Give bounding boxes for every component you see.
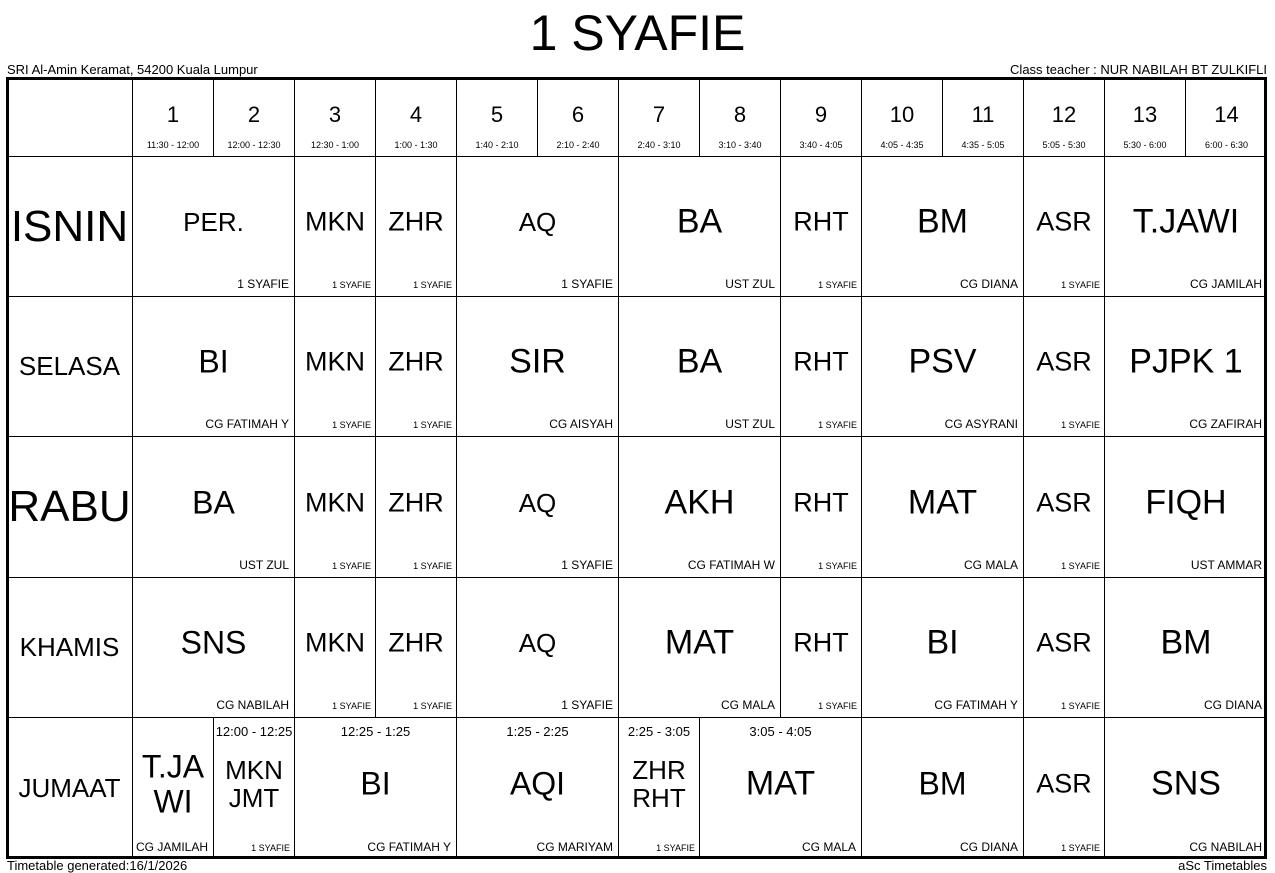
- lesson-subject: MKN: [305, 627, 365, 658]
- lesson-subject: ZHR: [388, 627, 444, 658]
- lesson-cell[interactable]: [375, 296, 456, 436]
- lesson-teacher: CG FATIMAH Y: [367, 840, 451, 854]
- lesson-subject: ASR: [1036, 346, 1092, 377]
- period-header: [699, 77, 780, 156]
- lesson-cell[interactable]: [213, 717, 294, 859]
- lesson-cell[interactable]: [861, 717, 1023, 859]
- day-label-isnin: ISNIN: [6, 156, 132, 296]
- lesson-cell[interactable]: [618, 436, 780, 577]
- lesson-cell[interactable]: [375, 156, 456, 296]
- period-header: [537, 77, 618, 156]
- lesson-subject: PJPK 1: [1129, 342, 1243, 381]
- lesson-teacher: 1 SYAFIE: [332, 561, 371, 571]
- lesson-subject: AQ: [518, 628, 557, 659]
- lesson-cell[interactable]: [1104, 436, 1267, 577]
- lesson-subject: ASR: [1036, 487, 1092, 518]
- lesson-cell[interactable]: [1104, 296, 1267, 436]
- lesson-subject: RHT: [793, 487, 849, 518]
- period-header: [780, 77, 861, 156]
- lesson-teacher: 1 SYAFIE: [1061, 280, 1100, 290]
- period-time: 12:00 - 12:30: [227, 140, 281, 150]
- lesson-subject: SNS: [180, 625, 247, 662]
- lesson-teacher: 1 SYAFIE: [1061, 561, 1100, 571]
- period-header: [1104, 77, 1185, 156]
- generated-date: Timetable generated:16/1/2026: [7, 858, 188, 873]
- period-number: 9: [814, 102, 828, 127]
- lesson-subject: AQI: [509, 765, 566, 802]
- period-header: [618, 77, 699, 156]
- lesson-teacher: UST ZUL: [239, 558, 289, 572]
- lesson-cell[interactable]: [132, 717, 213, 859]
- period-number: 3: [328, 102, 342, 127]
- day-label-jumaat: JUMAAT: [6, 717, 132, 859]
- lesson-teacher: CG FATIMAH W: [687, 558, 775, 572]
- lesson-subject: SNS: [1151, 764, 1221, 803]
- lesson-subject: SIR: [509, 342, 566, 381]
- lesson-cell[interactable]: [699, 717, 861, 859]
- period-time: 2:10 - 2:40: [556, 140, 600, 150]
- lesson-cell[interactable]: [1023, 156, 1104, 296]
- lesson-subject: BA: [192, 484, 235, 521]
- lesson-teacher: UST ZUL: [725, 417, 775, 431]
- period-time: 4:05 - 4:35: [880, 140, 924, 150]
- lesson-cell[interactable]: [1023, 296, 1104, 436]
- lesson-cell[interactable]: [132, 577, 294, 717]
- lesson-subject: BI: [926, 623, 959, 662]
- lesson-cell[interactable]: [780, 577, 861, 717]
- lesson-teacher: CG DIANA: [959, 840, 1018, 854]
- lesson-teacher: CG AISYAH: [549, 417, 613, 431]
- lesson-subject: MKN: [305, 206, 365, 237]
- lesson-time: 2:25 - 3:05: [627, 724, 691, 739]
- class-teacher: Class teacher : NUR NABILAH BT ZULKIFLI: [1010, 62, 1267, 77]
- lesson-subject: ZHR: [388, 206, 444, 237]
- lesson-subject: BM: [1160, 623, 1212, 662]
- period-header: [294, 77, 375, 156]
- lesson-cell[interactable]: [1104, 577, 1267, 717]
- lesson-subject: BM: [918, 765, 967, 802]
- lesson-teacher: 1 SYAFIE: [251, 843, 290, 853]
- lesson-cell[interactable]: [618, 156, 780, 296]
- day-label-khamis: KHAMIS: [6, 577, 132, 717]
- lesson-teacher: CG DIANA: [959, 277, 1018, 291]
- lesson-subject: ASR: [1036, 206, 1092, 237]
- period-number: 13: [1132, 102, 1158, 127]
- day-label-selasa: SELASA: [6, 296, 132, 436]
- lesson-teacher: UST AMMAR: [1190, 558, 1262, 572]
- lesson-teacher: 1 SYAFIE: [818, 561, 857, 571]
- lesson-subject: BM: [917, 202, 968, 241]
- lesson-subject: BA: [676, 202, 723, 241]
- lesson-cell[interactable]: [780, 296, 861, 436]
- corner-cell: [6, 77, 132, 156]
- lesson-cell[interactable]: [861, 296, 1023, 436]
- lesson-subject: ASR: [1036, 768, 1092, 799]
- lesson-cell[interactable]: [780, 156, 861, 296]
- period-number: 11: [971, 102, 995, 127]
- lesson-cell[interactable]: [132, 156, 294, 296]
- lesson-cell[interactable]: [294, 577, 375, 717]
- lesson-teacher: CG JAMILAH: [1189, 277, 1262, 291]
- lesson-subject: MAT: [664, 623, 735, 662]
- lesson-cell[interactable]: [132, 296, 294, 436]
- app-brand: aSc Timetables: [1178, 858, 1267, 873]
- lesson-teacher: 1 SYAFIE: [1061, 701, 1100, 711]
- lesson-cell[interactable]: [456, 577, 618, 717]
- period-number: 14: [1214, 102, 1239, 127]
- lesson-teacher: 1 SYAFIE: [332, 420, 371, 430]
- lesson-subject: MKN JMT: [225, 755, 283, 814]
- lesson-cell[interactable]: [618, 577, 780, 717]
- lesson-subject: MKN: [305, 346, 365, 377]
- lesson-time: 3:05 - 4:05: [749, 724, 812, 739]
- period-time: 12:30 - 1:00: [310, 140, 360, 150]
- timetable-title: 1 SYAFIE: [529, 5, 746, 61]
- lesson-cell[interactable]: [456, 436, 618, 577]
- lesson-subject: RHT: [793, 346, 849, 377]
- school-name: SRI Al-Amin Keramat, 54200 Kuala Lumpur: [7, 62, 258, 77]
- period-time: 5:30 - 6:00: [1123, 140, 1167, 150]
- lesson-cell[interactable]: [861, 436, 1023, 577]
- period-time: 6:00 - 6:30: [1204, 140, 1249, 150]
- lesson-time: 1:25 - 2:25: [506, 724, 569, 739]
- lesson-cell[interactable]: [780, 436, 861, 577]
- lesson-teacher: 1 SYAFIE: [561, 277, 613, 291]
- lesson-subject: ZHR RHT: [632, 755, 686, 814]
- period-number: 10: [889, 102, 915, 127]
- lesson-teacher: CG MALA: [801, 840, 856, 854]
- period-time: 1:00 - 1:30: [394, 140, 438, 150]
- lesson-teacher: 1 SYAFIE: [818, 420, 857, 430]
- lesson-subject: T.JA WI: [141, 748, 205, 820]
- lesson-teacher: UST ZUL: [725, 277, 775, 291]
- lesson-subject: T.JAWI: [1132, 202, 1240, 241]
- lesson-teacher: 1 SYAFIE: [413, 561, 452, 571]
- lesson-cell[interactable]: [1104, 717, 1267, 859]
- lesson-time: 12:00 - 12:25: [215, 724, 293, 739]
- lesson-cell[interactable]: [132, 436, 294, 577]
- lesson-teacher: CG NABILAH: [1189, 840, 1262, 854]
- period-time: 4:35 - 5:05: [961, 140, 1005, 150]
- lesson-cell[interactable]: [294, 296, 375, 436]
- lesson-cell[interactable]: [294, 717, 456, 859]
- period-number: 7: [652, 102, 666, 127]
- lesson-subject: ZHR: [388, 487, 444, 518]
- lesson-teacher: 1 SYAFIE: [561, 558, 613, 572]
- lesson-cell[interactable]: [456, 156, 618, 296]
- lesson-teacher: 1 SYAFIE: [413, 701, 452, 711]
- lesson-teacher: 1 SYAFIE: [818, 280, 857, 290]
- lesson-cell[interactable]: [1023, 436, 1104, 577]
- lesson-cell[interactable]: [618, 296, 780, 436]
- lesson-cell[interactable]: [1023, 717, 1104, 859]
- period-time: 1:40 - 2:10: [475, 140, 519, 150]
- lesson-subject: BI: [360, 765, 391, 802]
- timetable-grid: [6, 77, 1267, 859]
- lesson-teacher: CG JAMILAH: [135, 840, 208, 854]
- lesson-teacher: CG DIANA: [1203, 698, 1262, 712]
- period-header: [213, 77, 294, 156]
- lesson-teacher: 1 SYAFIE: [237, 277, 289, 291]
- lesson-teacher: CG FATIMAH Y: [205, 417, 289, 431]
- lesson-subject: FIQH: [1145, 483, 1227, 522]
- lesson-teacher: 1 SYAFIE: [332, 280, 371, 290]
- lesson-teacher: CG MALA: [963, 558, 1018, 572]
- lesson-teacher: CG NABILAH: [216, 698, 289, 712]
- period-number: 6: [571, 102, 585, 127]
- lesson-teacher: 1 SYAFIE: [413, 280, 452, 290]
- lesson-subject: AKH: [664, 483, 735, 522]
- lesson-subject: RHT: [793, 206, 849, 237]
- period-time: 3:40 - 4:05: [799, 140, 843, 150]
- lesson-cell[interactable]: [456, 296, 618, 436]
- lesson-subject: AQ: [518, 207, 557, 238]
- period-number: 5: [490, 102, 504, 127]
- lesson-subject: PSV: [908, 342, 977, 381]
- period-time: 11:30 - 12:00: [146, 140, 200, 150]
- period-header: [1185, 77, 1267, 156]
- day-label-rabu: RABU: [6, 436, 132, 577]
- lesson-subject: BA: [676, 342, 723, 381]
- lesson-cell[interactable]: [618, 717, 699, 859]
- period-time: 3:10 - 3:40: [718, 140, 762, 150]
- lesson-subject: ZHR: [388, 346, 444, 377]
- lesson-teacher: CG ASYRANI: [944, 417, 1018, 431]
- lesson-time: 12:25 - 1:25: [340, 724, 411, 739]
- period-time: 2:40 - 3:10: [637, 140, 681, 150]
- period-header: [942, 77, 1023, 156]
- lesson-cell[interactable]: [456, 717, 618, 859]
- lesson-subject: AQ: [518, 487, 557, 518]
- lesson-subject: ASR: [1036, 627, 1092, 658]
- lesson-teacher: 1 SYAFIE: [818, 701, 857, 711]
- period-time: 5:05 - 5:30: [1042, 140, 1086, 150]
- lesson-teacher: 1 SYAFIE: [413, 420, 452, 430]
- period-number: 1: [166, 102, 180, 127]
- lesson-subject: MAT: [745, 764, 816, 803]
- lesson-cell[interactable]: [861, 577, 1023, 717]
- lesson-subject: BI: [198, 344, 229, 381]
- lesson-teacher: 1 SYAFIE: [656, 843, 695, 853]
- period-number: 2: [247, 102, 261, 127]
- lesson-cell[interactable]: [294, 156, 375, 296]
- lesson-teacher: CG ZAFIRAH: [1189, 417, 1262, 431]
- lesson-subject: MKN: [305, 487, 365, 518]
- period-header: [456, 77, 537, 156]
- lesson-cell[interactable]: [375, 577, 456, 717]
- period-number: 8: [733, 102, 747, 127]
- lesson-subject: RHT: [793, 627, 849, 658]
- lesson-teacher: 1 SYAFIE: [561, 698, 613, 712]
- period-header: [375, 77, 456, 156]
- lesson-subject: PER.: [183, 207, 244, 238]
- lesson-cell[interactable]: [1104, 156, 1267, 296]
- lesson-teacher: CG FATIMAH Y: [934, 698, 1018, 712]
- lesson-cell[interactable]: [1023, 577, 1104, 717]
- period-header: [132, 77, 213, 156]
- period-number: 12: [1051, 102, 1077, 127]
- lesson-teacher: 1 SYAFIE: [1061, 420, 1100, 430]
- lesson-cell[interactable]: [861, 156, 1023, 296]
- period-number: 4: [409, 102, 423, 127]
- lesson-subject: MAT: [907, 483, 978, 522]
- lesson-teacher: 1 SYAFIE: [332, 701, 371, 711]
- lesson-cell[interactable]: [375, 436, 456, 577]
- lesson-teacher: 1 SYAFIE: [1061, 843, 1100, 853]
- lesson-teacher: CG MARIYAM: [536, 840, 613, 854]
- period-header: [861, 77, 942, 156]
- period-header: [1023, 77, 1104, 156]
- lesson-teacher: CG MALA: [720, 698, 775, 712]
- lesson-cell[interactable]: [294, 436, 375, 577]
